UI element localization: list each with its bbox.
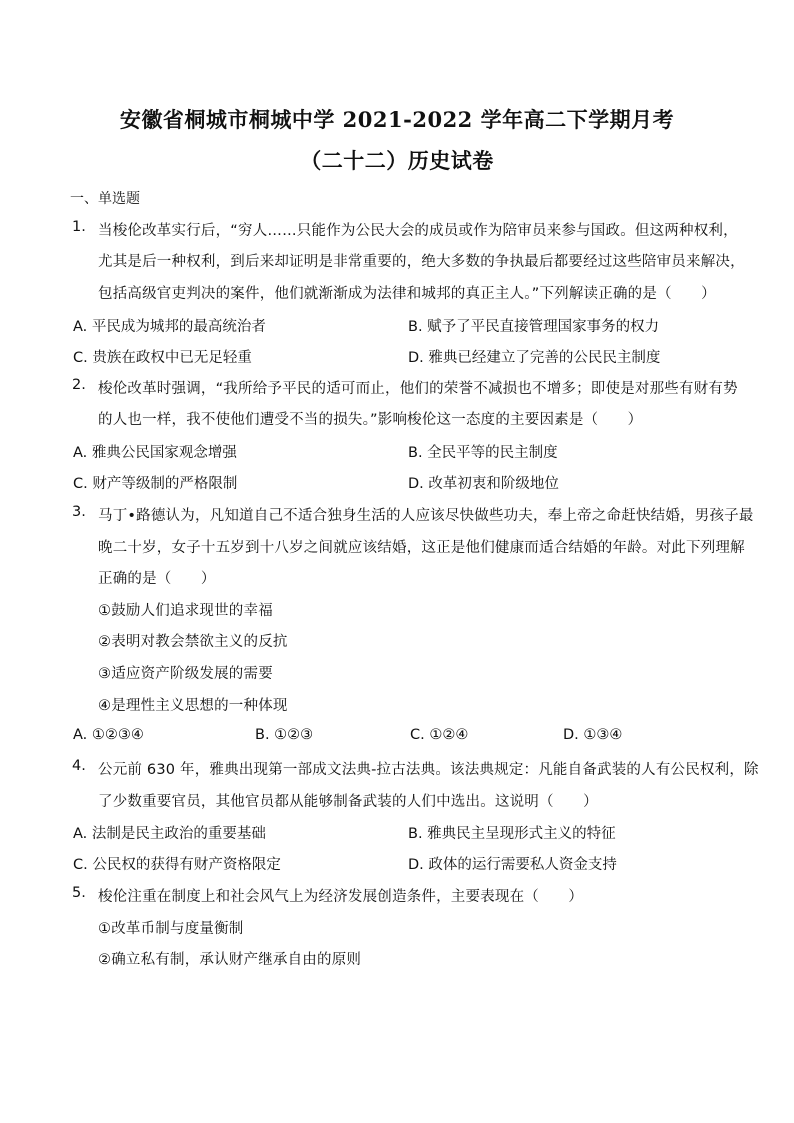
question-1-option-d: D. 雅典已经建立了完善的公民民主制度: [408, 350, 661, 366]
exam-title-line-2: （二十二）历史试卷: [300, 148, 494, 173]
question-3-item-1: ①鼓励人们追求现世的幸福: [98, 603, 273, 619]
question-1-line-3: 包括高级官吏判决的案件，他们就渐渐成为法律和城邦的真正主人。”下列解读正确的是（ ）: [98, 286, 716, 302]
question-1-option-c: C. 贵族在政权中已无足轻重: [73, 350, 252, 366]
question-5-line-1: 梭伦注重在制度上和社会风气上为经济发展创造条件，主要表现在（ ）: [98, 889, 584, 905]
question-5-item-1: ①改革币制与度量衡制: [98, 921, 244, 937]
question-5-number: 5.: [72, 885, 86, 901]
question-1-number: 1.: [72, 219, 86, 235]
question-3-item-2: ②表明对教会禁欲主义的反抗: [98, 634, 288, 650]
question-3-option-c: C. ①②④: [410, 727, 469, 743]
question-1-line-2: 尤其是后一种权利，到后来却证明是非常重要的，绝大多数的争执最后都要经过这些陪审员来解决，: [98, 254, 745, 270]
question-3-option-b: B. ①②③: [255, 727, 314, 743]
question-4-number: 4.: [72, 758, 86, 774]
question-4-line-2: 了少数重要官员，其他官员都从能够制备武装的人们中选出。这说明（ ）: [98, 794, 598, 810]
question-3-item-3: ③适应资产阶级发展的需要: [98, 666, 273, 682]
question-3-option-a: A. ①②③④: [73, 727, 144, 743]
question-5-item-2: ②确立私有制，承认财产继承自由的原则: [98, 952, 362, 968]
question-4-option-c: C. 公民权的获得有财产资格限定: [73, 857, 281, 873]
question-3-number: 3.: [72, 504, 86, 520]
question-2-number: 2.: [72, 377, 86, 393]
question-4-option-a: A. 法制是民主政治的重要基础: [73, 826, 266, 842]
question-2-option-c: C. 财产等级制的严格限制: [73, 476, 238, 492]
question-1-option-a: A. 平民成为城邦的最高统治者: [73, 319, 266, 335]
question-1-line-1: 当梭伦改革实行后，“穷人……只能作为公民大会的成员或作为陪审员来参与国政。但这两种权利，: [98, 223, 738, 239]
exam-title-line-1: 安徽省桐城市桐城中学 2021-2022 学年高二下学期月考: [119, 107, 675, 132]
question-2-line-1: 梭伦改革时强调，“我所给予平民的适可而止，他们的荣誉不减损也不增多；即使是对那些有财有势: [98, 381, 738, 397]
question-2-option-a: A. 雅典公民国家观念增强: [73, 445, 237, 461]
section-heading: 一、单选题: [70, 191, 140, 207]
question-4-option-b: B. 雅典民主呈现形式主义的特征: [408, 826, 616, 842]
question-3-line-1: 马丁•路德认为，凡知道自己不适合独身生活的人应该尽快做些功夫，奉上帝之命赶快结婚，男孩子最: [98, 508, 754, 524]
question-3-line-2: 晚二十岁，女子十五岁到十八岁之间就应该结婚，这正是他们健康而适合结婚的年龄。对此下列理解: [98, 540, 745, 556]
question-3-line-3: 正确的是（ ）: [98, 571, 216, 587]
question-4-line-1: 公元前 630 年，雅典出现第一部成文法典-拉古法典。该法典规定：凡能自备武装的人有公民权利，除: [98, 762, 759, 778]
question-2-option-b: B. 全民平等的民主制度: [408, 445, 558, 461]
question-1-option-b: B. 赋予了平民直接管理国家事务的权力: [408, 319, 660, 335]
question-3-item-4: ④是理性主义思想的一种体现: [98, 698, 288, 714]
question-2-line-2: 的人也一样，我不使他们遭受不当的损失。”影响梭伦这一态度的主要因素是（ ）: [98, 412, 643, 428]
question-4-option-d: D. 政体的运行需要私人资金支持: [408, 857, 617, 873]
question-3-option-d: D. ①③④: [563, 727, 623, 743]
question-2-option-d: D. 改革初衷和阶级地位: [408, 476, 559, 492]
